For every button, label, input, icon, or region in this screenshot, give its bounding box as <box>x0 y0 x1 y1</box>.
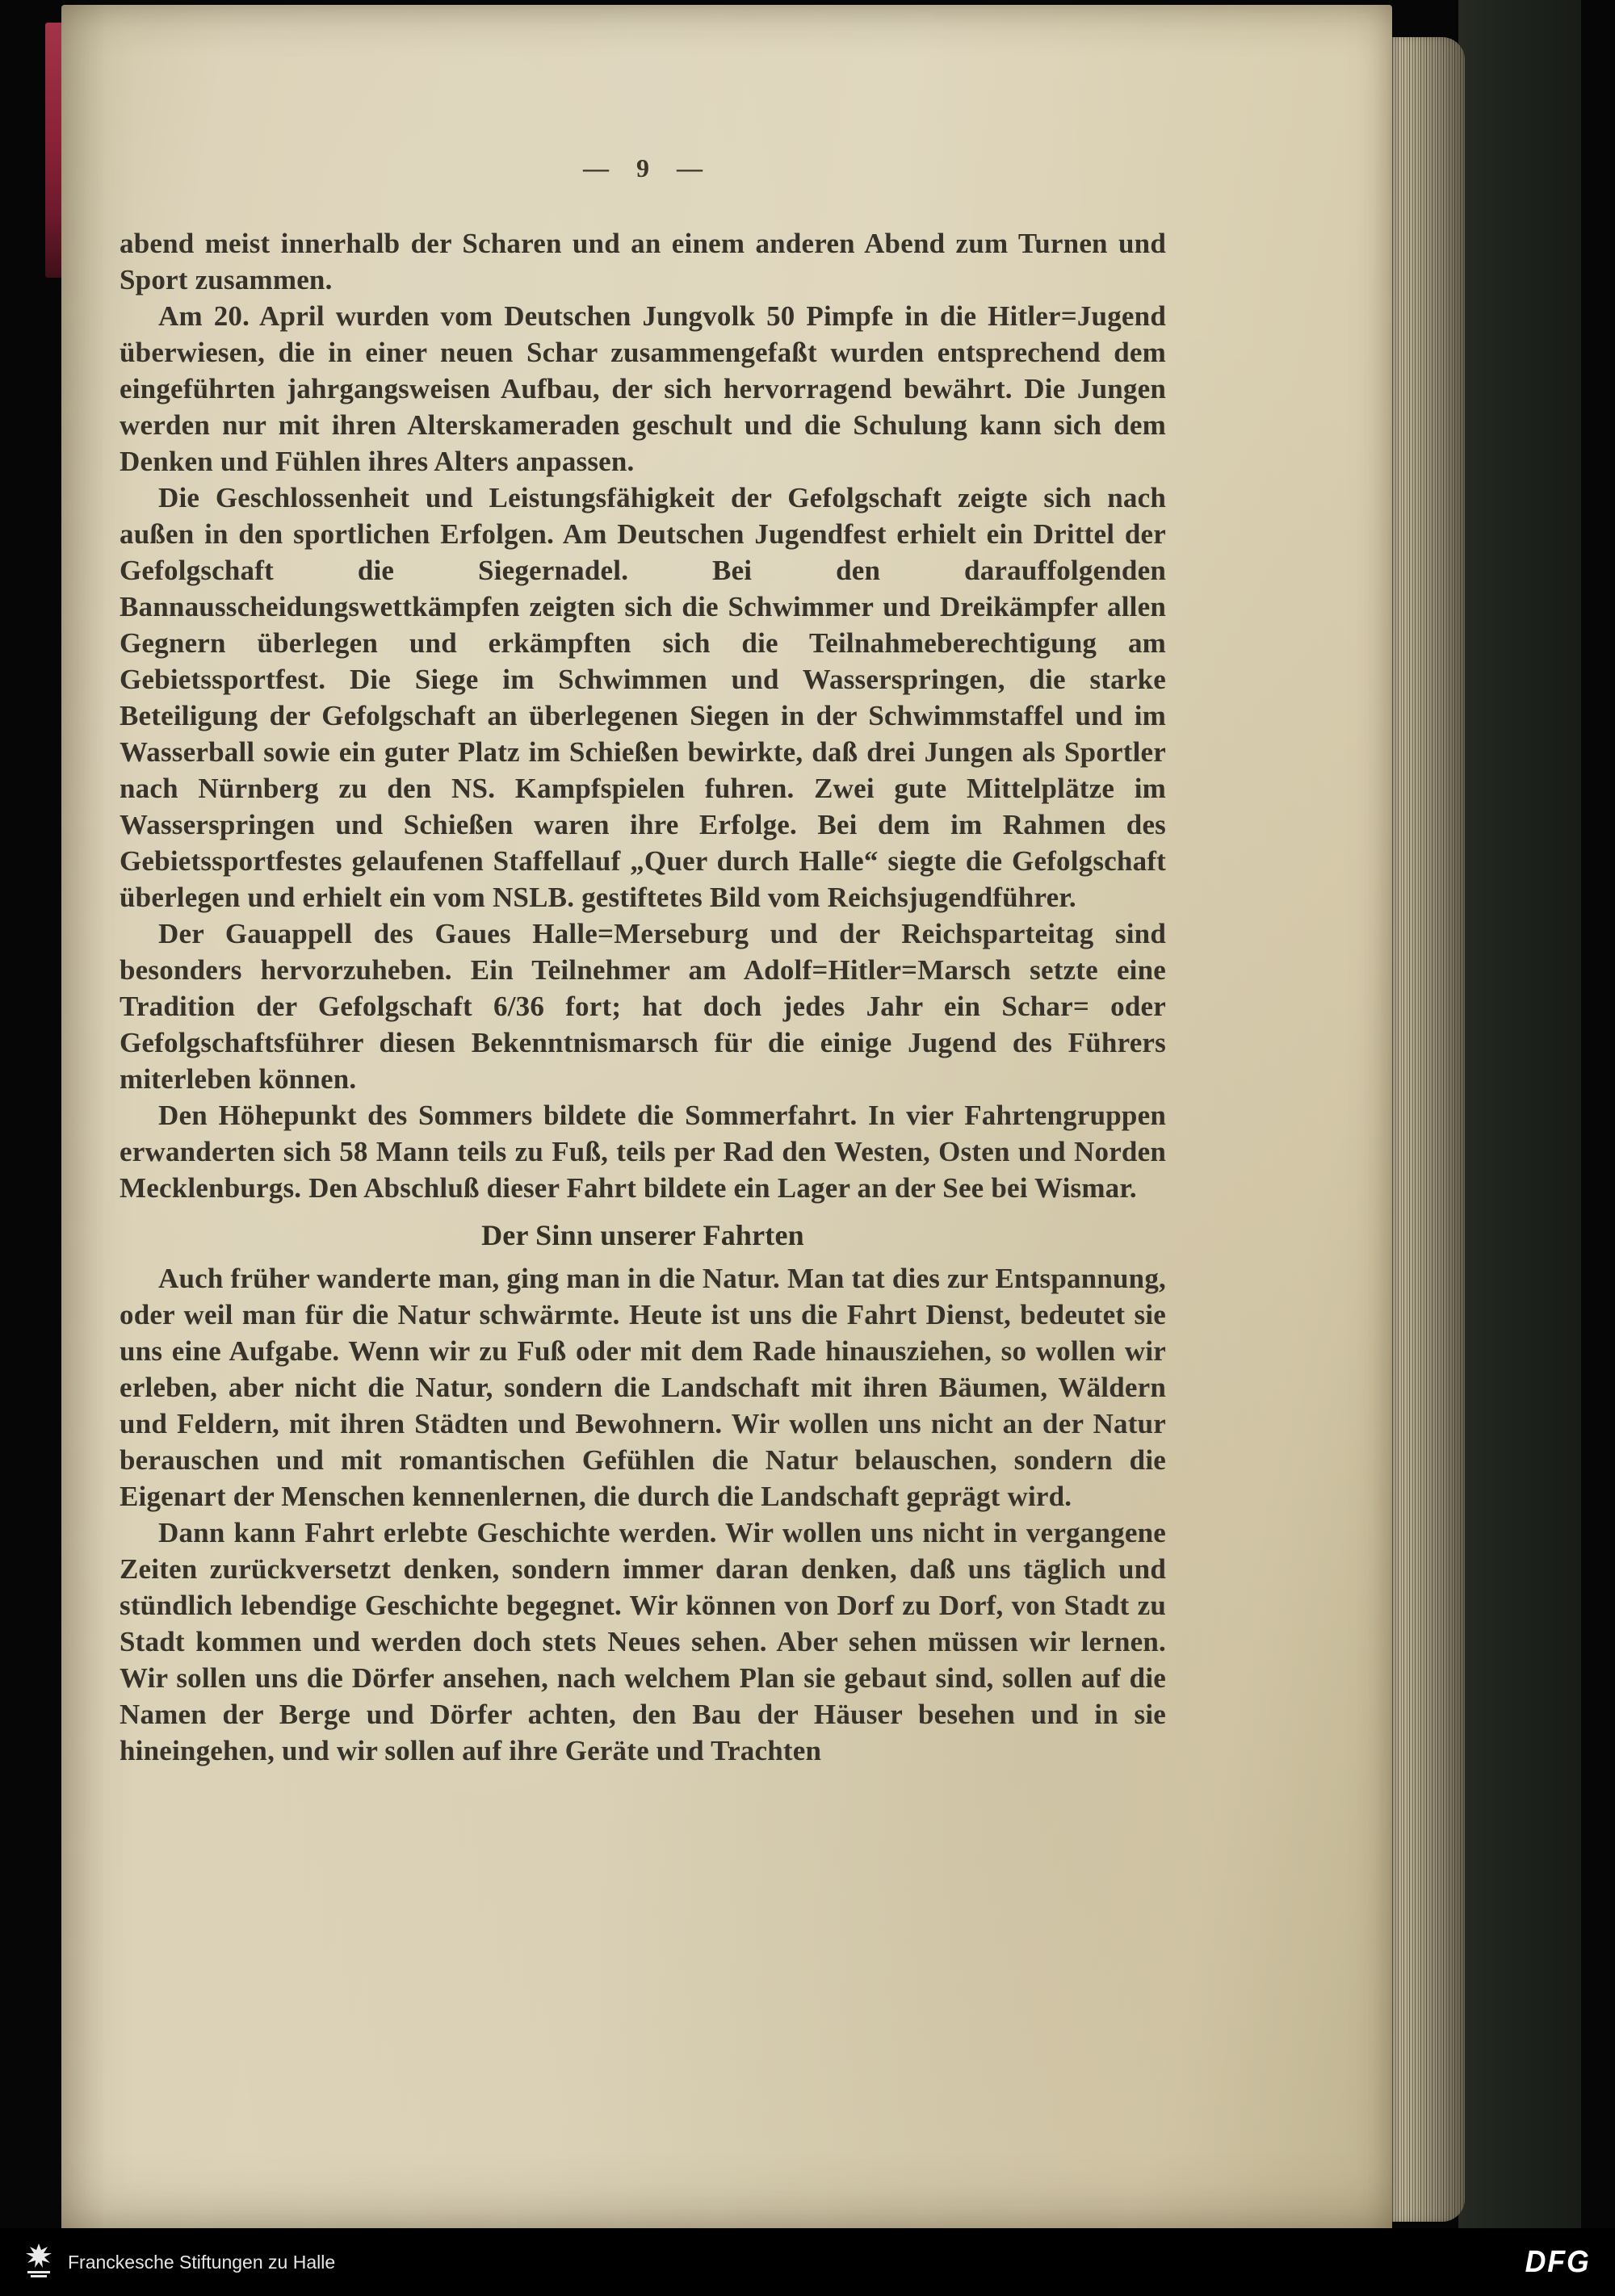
paragraph: abend meist innerhalb der Scharen und an einem anderen Abend zum Turnen und Sport zusammen. <box>120 228 1166 295</box>
paragraph: Dann kann Fahrt erlebte Geschichte werden. Wir wollen uns nicht in vergangene Zeiten zurückversetzt denken, sondern immer daran denken, daß uns täglich und stündlich lebendige Geschichte begegnet. Wir können von Dorf zu Dorf, von Stadt zu Stadt kommen und werden doch stets Neues sehen. Aber sehen müssen wir lernen. Wir sollen uns die Dörfer ansehen, nach welchem Plan sie gebaut sind, sollen auf die Namen der Berge und Dörfer achten, den Bau der Häuser besehen und in sie hineingehen, und wir sollen auf ihre Geräte und Trachten <box>120 1517 1166 1766</box>
page-number: — 9 — <box>583 153 703 182</box>
dfg-logo: DFG <box>1525 2244 1591 2279</box>
viewer-footer <box>0 2228 1615 2296</box>
binding-red-edge <box>45 23 61 278</box>
paragraph: Der Gauappell des Gaues Halle=Merseburg und der Reichsparteitag sind besonders hervorzuheben. Ein Teilnehmer am Adolf=Hitler=Marsch setzte eine Tradition der Gefolgschaft 6/36 fort; hat doch jedes Jahr ein Schar= oder Gefolgschaftsführer diesen Bekenntnismarsch für die einige Jugend des Führers miterleben können. <box>120 918 1166 1095</box>
book-cover <box>1458 0 1581 2296</box>
paragraph: Am 20. April wurden vom Deutschen Jungvolk 50 Pimpfe in die Hitler=Jugend überwiesen, die in einer neuen Schar zusammengefaßt wurden entsprechend dem eingeführten jahrgangsweisen Aufbau, der sich hervorragend bewährt. Die Jungen werden nur mit ihren Alterskameraden geschult und die Schulung kann sich dem Denken und Fühlen ihres Alters anpassen. <box>120 300 1166 477</box>
paragraph: Auch früher wanderte man, ging man in die Natur. Man tat dies zur Entspannung, oder weil man für die Natur schwärmte. Heute ist uns die Fahrt Dienst, bedeutet sie uns eine Aufgabe. Wenn wir zu Fuß oder mit dem Rade hinausziehen, so wollen wir erleben, aber nicht die Natur, sondern die Landschaft mit ihren Bäumen, Wäldern und Feldern, mit ihren Städten und Bewohnern. Wir wollen uns nicht an der Natur berauschen und mit romantischen Gefühlen die Natur belauschen, sondern die Eigenart der Menschen kennenlernen, die durch die Landschaft geprägt wird. <box>120 1263 1166 1512</box>
page-fore-edge <box>1391 37 1465 2222</box>
paragraph: Die Geschlossenheit und Leistungsfähigkeit der Gefolgschaft zeigte sich nach außen in den sportlichen Erfolgen. Am Deutschen Jugendfest erhielt ein Drittel der Gefolgschaft die Siegernadel. Bei den darauffolgenden Bannausscheidungswettkämpfen zeigten sich die Schwimmer und Dreikämpfer allen Gegnern überlegen und erkämpften sich die Teilnahmeberechtigung am Gebietssportfest. Die Siege im Schwimmen und Wasserspringen, die starke Beteiligung der Gefolgschaft an überlegenen Siegen in der Schwimmstaffel und im Wasserball sowie ein guter Platz im Schießen bewirkte, daß drei Jungen als Sportler nach Nürnberg zu den NS. Kampfspielen fuhren. Zwei gute Mittelplätze im Wasserspringen und Schießen waren ihre Erfolge. Bei dem im Rahmen des Gebietssportfestes gelaufenen Staffellauf „Quer durch Halle“ siegte die Gefolgschaft überlegen und erhielt ein vom NSLB. gestiftetes Bild vom Reichsjugendführer. <box>120 482 1166 913</box>
paragraph: Den Höhepunkt des Sommers bildete die Sommerfahrt. In vier Fahrtengruppen erwanderten sich 58 Mann teils zu Fuß, teils per Rad den Westen, Osten und Norden Mecklenburgs. Den Abschluß dieser Fahrt bildete ein Lager an der See bei Wismar. <box>120 1100 1166 1204</box>
franckesche-stiftungen-logo-icon <box>23 2242 55 2283</box>
provider-name: Franckesche Stiftungen zu Halle <box>68 2251 336 2273</box>
provider-block <box>23 2242 335 2283</box>
section-heading: Der Sinn unserer Fahrten <box>481 1219 804 1251</box>
page-content <box>120 5 1166 1769</box>
book-page <box>61 5 1392 2233</box>
page-text <box>120 225 1166 1769</box>
